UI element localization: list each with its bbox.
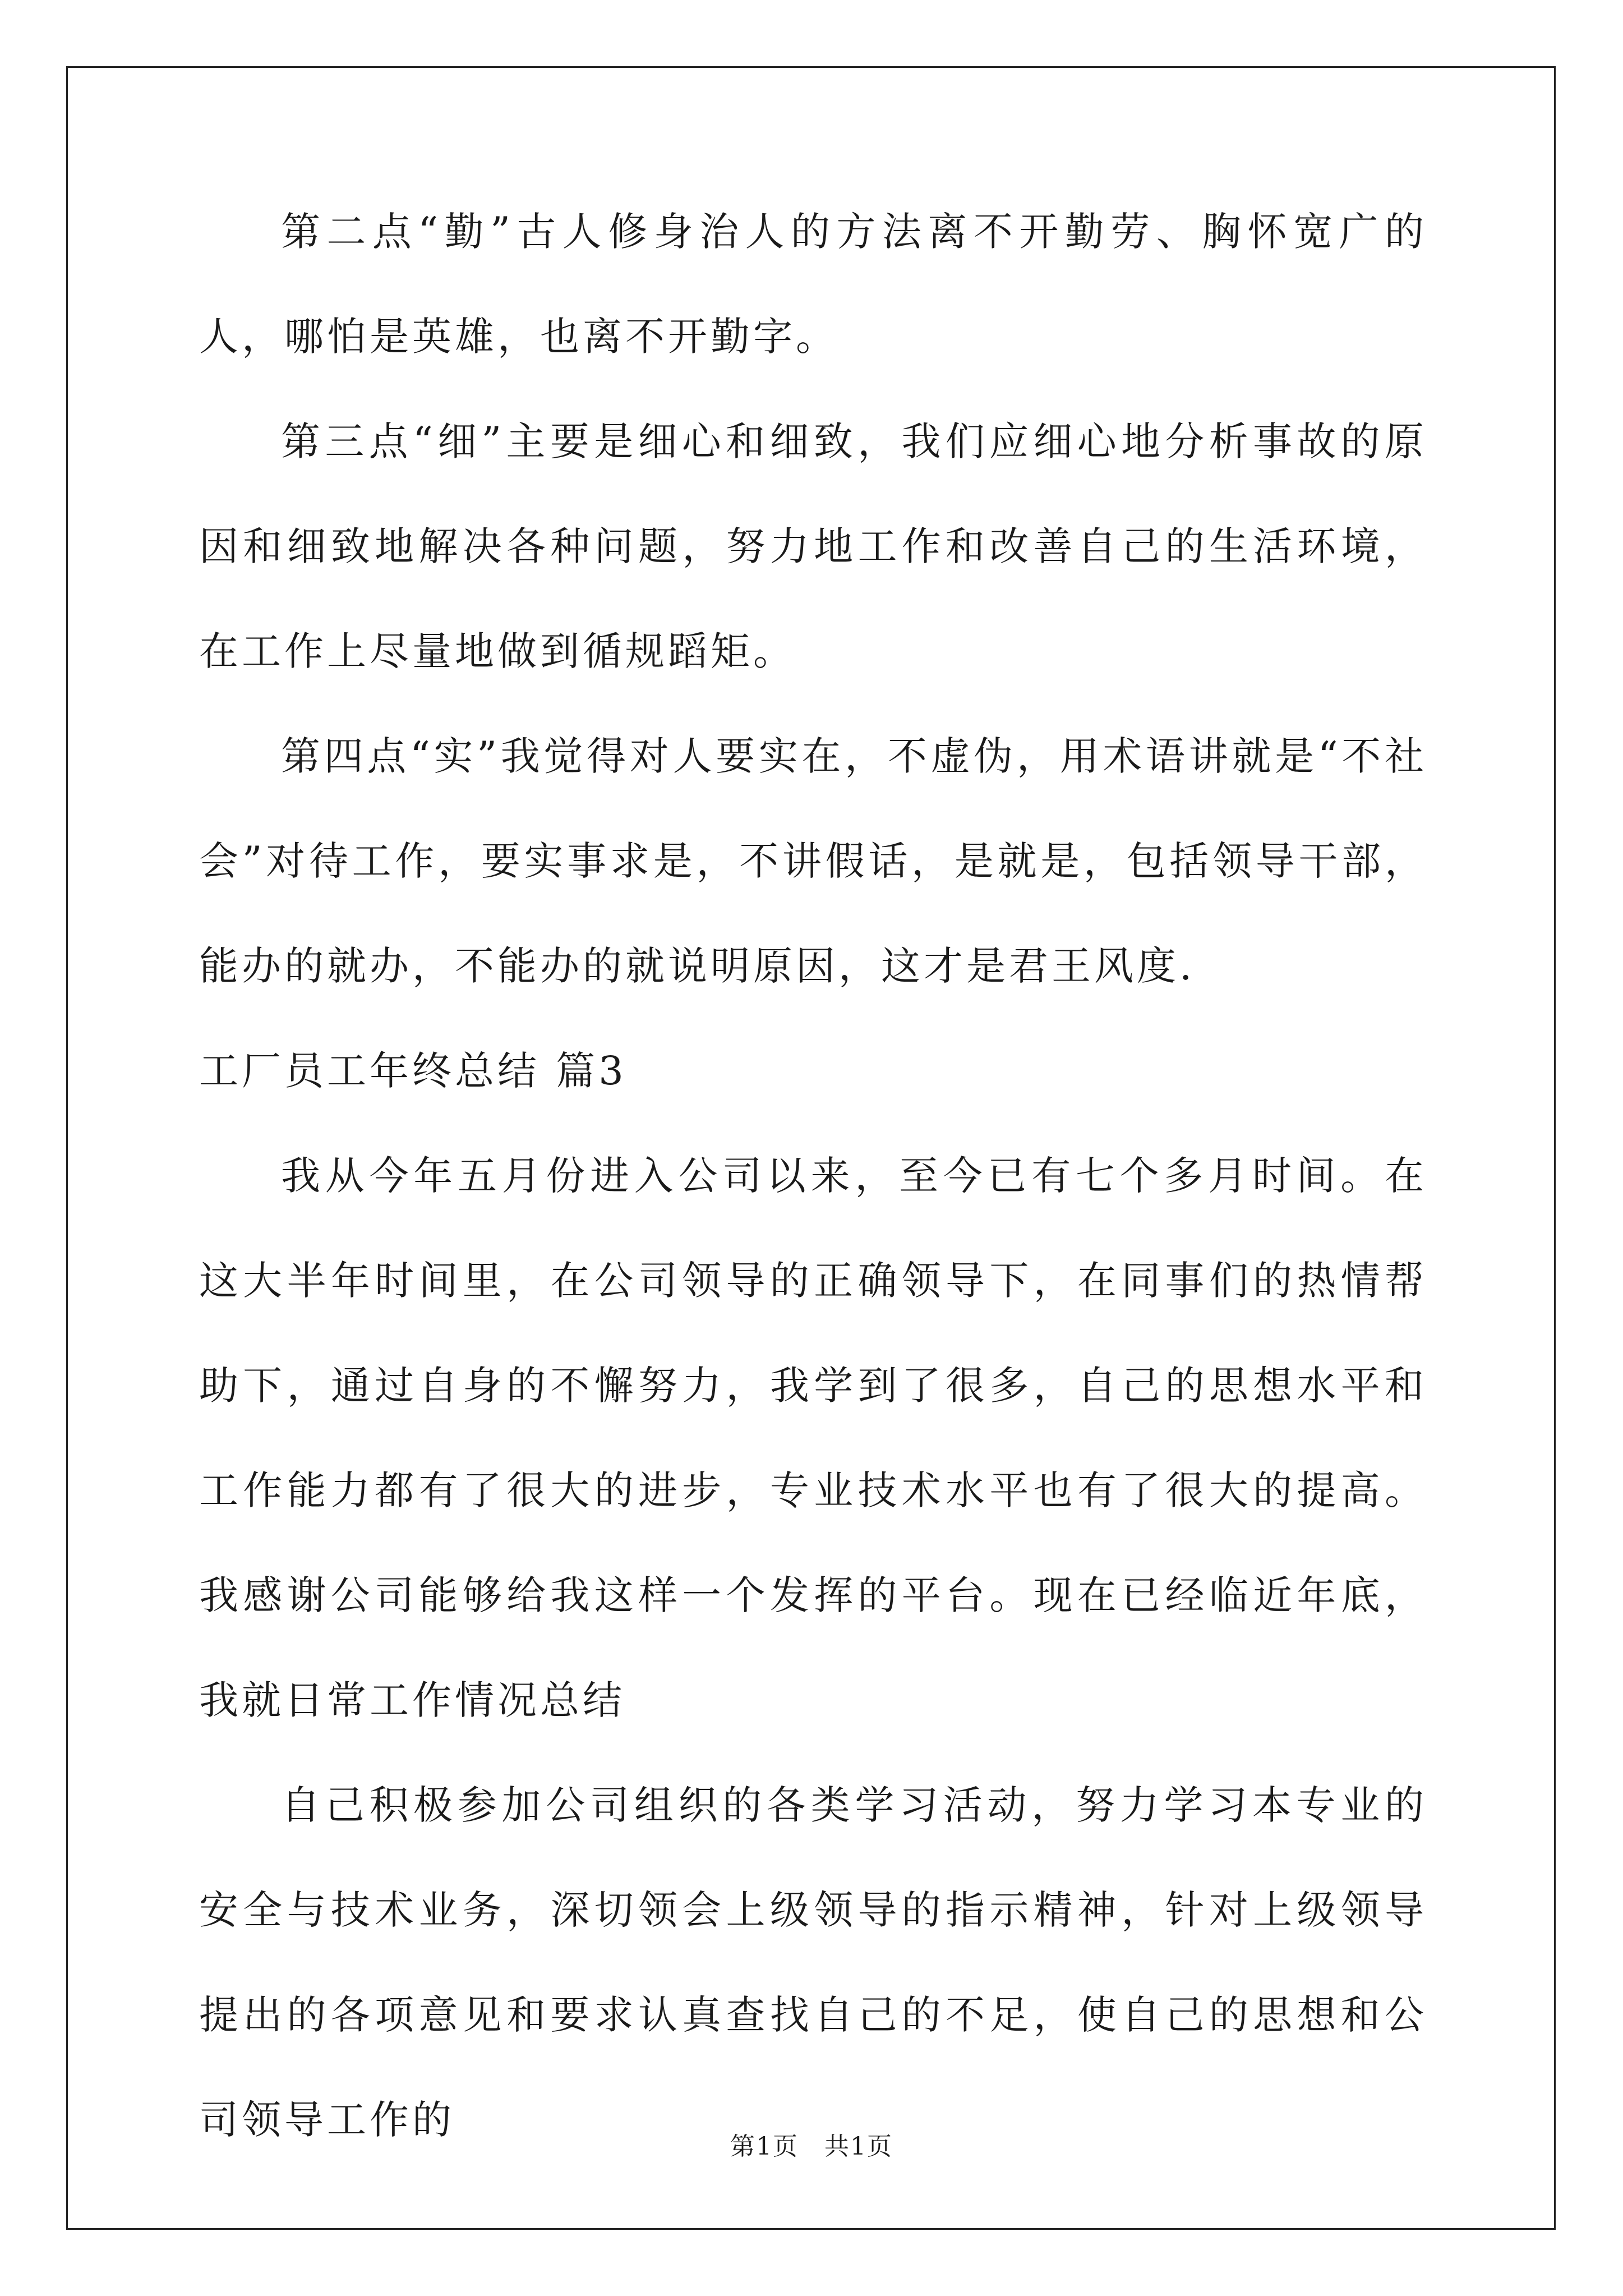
paragraph-diligence: 第二点“勤”古人修身治人的方法离不开勤劳、胸怀宽广的人，哪怕是英雄，也离不开勤字。 — [199, 209, 1427, 360]
section-heading: 工厂员工年终总结 篇3 — [199, 1048, 627, 1094]
paragraph-study: 自己积极参加公司组织的各类学习活动，努力学习本专业的安全与技术业务，深切领会上级领导的指示精神，针对上级领导提出的各项意见和要求认真查找自己的不足，使自己的思想和公司领导工作的 — [199, 1782, 1427, 2143]
page-number-footer: 第1页 共1页 — [730, 2132, 893, 2161]
document-body — [199, 180, 1427, 2173]
paragraph-intro: 我从今年五月份进入公司以来，至今已有七个多月时间。在这大半年时间里，在公司领导的正确领导下，在同事们的热情帮助下，通过自身的不懈努力，我学到了很多，自己的思想水平和工作能力都有了很大的进步，专业技术水平也有了很大的提高。我感谢公司能够给我这样一个发挥的平台。现在已经临近年底，我就日常工作情况总结 — [199, 1153, 1427, 1723]
paragraph-sincerity: 第四点“实”我觉得对人要实在，不虚伪，用术语讲就是“不社会”对待工作，要实事求是，不讲假话，是就是，包括领导干部，能办的就办，不能办的就说明原因，这才是君王风度. — [199, 733, 1427, 989]
paragraph-carefulness: 第三点“细”主要是细心和细致，我们应细心地分析事故的原因和细致地解决各种问题，努力地工作和改善自己的生活环境，在工作上尽量地做到循规蹈矩。 — [199, 418, 1427, 674]
